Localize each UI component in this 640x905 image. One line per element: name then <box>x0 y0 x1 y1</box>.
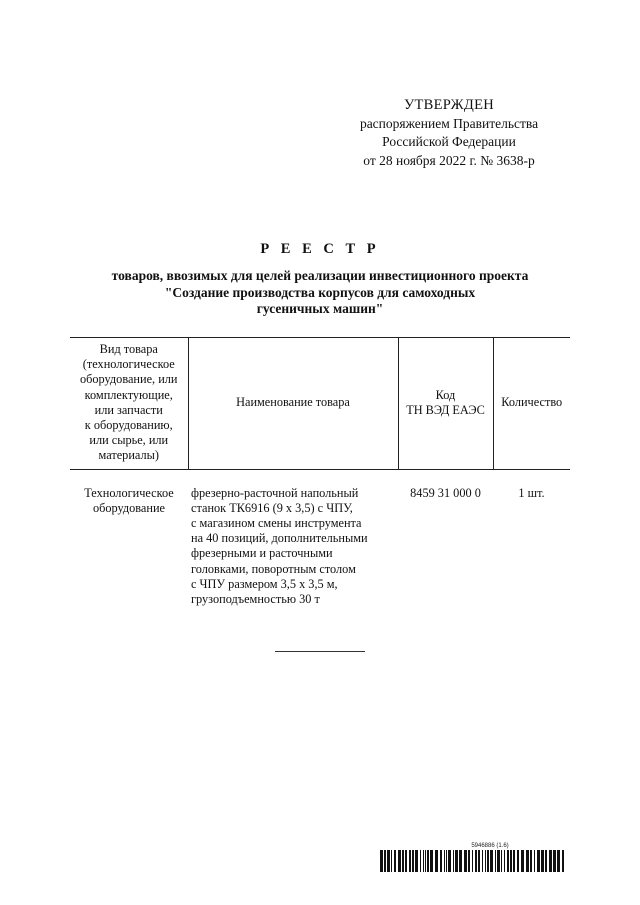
approval-title: УТВЕРЖДЕН <box>403 97 495 113</box>
cell-code: 8459 31 000 0 <box>410 485 481 500</box>
table-header-row <box>70 338 570 470</box>
barcode-block <box>380 843 566 872</box>
approval-line-2: Российской Федерации <box>382 134 516 149</box>
header-product-name: Наименование товара <box>188 338 398 470</box>
barcode-icon <box>380 850 566 872</box>
subtitle-line-3: гусеничных машин" <box>256 301 384 316</box>
registry-table <box>70 337 570 607</box>
header-quantity: Количество <box>493 338 570 470</box>
document-subtitle <box>70 268 570 318</box>
approval-line-3: от 28 ноября 2022 г. № 3638-р <box>363 152 535 168</box>
cell-quantity: 1 шт. <box>518 485 545 500</box>
subtitle-line-1: товаров, ввозимых для целей реализации инвестиционного проекта <box>111 268 529 283</box>
header-product-type: Вид товара (технологическое оборудование, или комплектующие, или запчасти к оборудованию, или сырье, или материалы) <box>70 338 188 470</box>
document-title: Р Е Е С Т Р <box>260 241 380 257</box>
approval-stamp <box>342 96 556 170</box>
end-separator-line <box>275 651 365 652</box>
table-row <box>70 469 570 607</box>
cell-product-name: фрезерно-расточной напольный станок ТК6916 (9 х 3,5) с ЧПУ, с магазином смены инструмента на 40 позиций, дополнительными фрезерными и расточными головками, поворотным столом с ЧПУ размером 3,5 х 3,5 м, грузоподъемностью 30 т <box>191 485 368 607</box>
cell-product-type: Технологическое оборудование <box>84 485 174 515</box>
header-code: Код ТН ВЭД ЕАЭС <box>398 338 493 470</box>
subtitle-line-2: "Создание производства корпусов для самоходных <box>164 284 476 300</box>
barcode-number: 5946886 (1.6) <box>471 843 509 849</box>
approval-line-1: распоряжением Правительства <box>359 115 539 131</box>
